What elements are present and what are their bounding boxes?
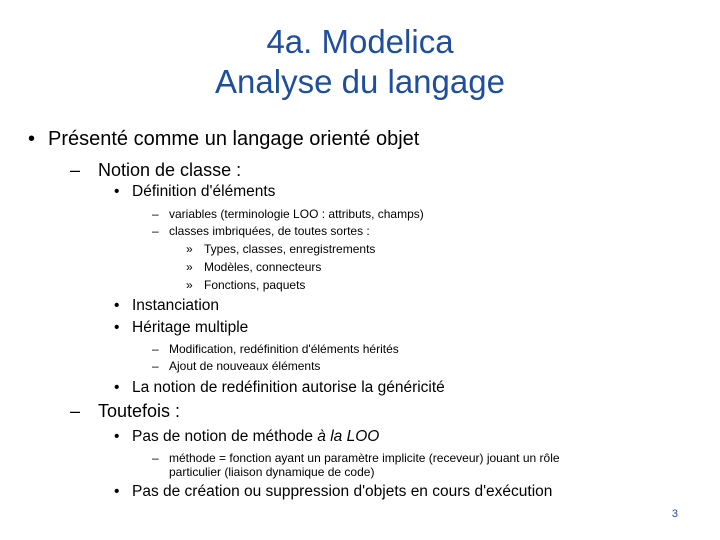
bullet-text: classes imbriquées, de toutes sortes : bbox=[169, 224, 370, 238]
bullet-marker: • bbox=[114, 297, 120, 314]
bullet-marker: • bbox=[114, 428, 120, 445]
bullet-text: Instanciation bbox=[132, 297, 220, 314]
bullet-item bbox=[70, 401, 180, 422]
title-line-1: 4a. Modelica bbox=[266, 23, 454, 60]
dash-marker: – bbox=[152, 342, 159, 356]
bullet-text: La notion de redéfinition autorise la généricité bbox=[132, 379, 445, 396]
bullet-marker: • bbox=[114, 483, 120, 500]
bullet-text-line-1: méthode = fonction ayant un paramètre implicite (receveur) jouant un rôle bbox=[169, 451, 560, 465]
chevron-marker: » bbox=[186, 260, 193, 274]
bullet-text: Modification, redéfinition d'éléments hérités bbox=[169, 342, 399, 356]
bullet-item bbox=[152, 207, 424, 221]
bullet-text: Types, classes, enregistrements bbox=[204, 242, 376, 256]
bullet-marker: • bbox=[114, 319, 120, 336]
bullet-item bbox=[186, 278, 305, 292]
dash-marker: – bbox=[152, 207, 159, 221]
chevron-marker: » bbox=[186, 242, 193, 256]
bullet-item bbox=[114, 297, 219, 315]
bullet-text: Notion de classe : bbox=[98, 160, 242, 180]
dash-marker: – bbox=[152, 224, 159, 238]
slide-title bbox=[0, 22, 720, 102]
bullet-item bbox=[114, 183, 275, 201]
bullet-item bbox=[186, 242, 375, 256]
bullet-text: Pas de création ou suppression d'objets en cours d'exécution bbox=[132, 483, 553, 500]
bullet-marker: • bbox=[28, 128, 36, 150]
bullet-item bbox=[186, 260, 321, 274]
bullet-item bbox=[114, 379, 445, 397]
bullet-item bbox=[152, 451, 560, 465]
bullet-text: Présenté comme un langage orienté objet bbox=[48, 128, 420, 150]
dash-marker: – bbox=[152, 451, 159, 465]
bullet-text: Fonctions, paquets bbox=[204, 278, 306, 292]
bullet-text: Modèles, connecteurs bbox=[204, 260, 322, 274]
bullet-marker: • bbox=[114, 183, 120, 200]
dash-marker: – bbox=[152, 359, 159, 373]
bullet-text-line-2: particulier (liaison dynamique de code) bbox=[169, 465, 375, 479]
bullet-item bbox=[152, 359, 320, 373]
bullet-text-italic: à la LOO bbox=[317, 428, 380, 445]
bullet-item bbox=[152, 224, 370, 238]
bullet-item bbox=[28, 128, 419, 151]
bullet-text-prefix: Pas de notion de méthode bbox=[132, 428, 318, 445]
bullet-continuation bbox=[169, 465, 374, 479]
bullet-text: Ajout de nouveaux éléments bbox=[169, 359, 321, 373]
dash-marker: – bbox=[70, 160, 81, 180]
bullet-text: Héritage multiple bbox=[132, 319, 249, 336]
dash-marker: – bbox=[70, 401, 81, 421]
bullet-item bbox=[70, 160, 241, 181]
bullet-text: variables (terminologie LOO : attributs, champs) bbox=[169, 207, 424, 221]
page-number: 3 bbox=[671, 508, 678, 520]
title-line-2: Analyse du langage bbox=[215, 63, 505, 100]
bullet-item bbox=[114, 428, 379, 446]
bullet-item bbox=[152, 342, 399, 356]
bullet-marker: • bbox=[114, 379, 120, 396]
bullet-item bbox=[114, 319, 248, 337]
bullet-text: Définition d'éléments bbox=[132, 183, 276, 200]
chevron-marker: » bbox=[186, 278, 193, 292]
bullet-text: Toutefois : bbox=[98, 401, 181, 421]
bullet-item bbox=[114, 483, 552, 501]
